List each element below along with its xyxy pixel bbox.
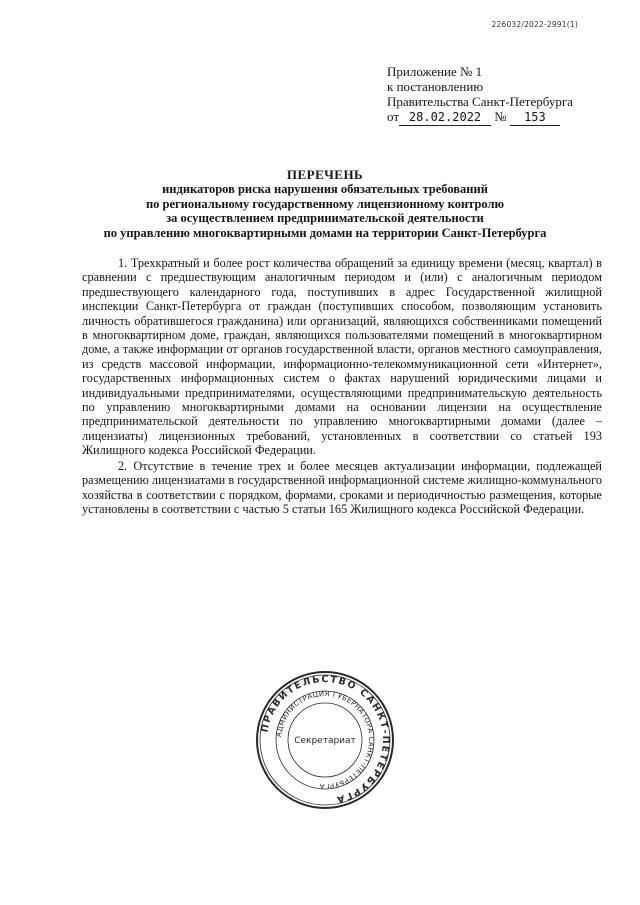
stamp-inner-text: АДМИНИСТРАЦИЯ ГУБЕРНАТОРА САНКТ-ПЕТЕРБУРГА	[275, 689, 376, 791]
title-line-2: по региональному государственному лицензионному контролю	[145, 196, 505, 211]
title-line-1: индикаторов риска нарушения обязательных требований	[162, 182, 488, 197]
appendix-line-2: к постановлению	[387, 79, 484, 94]
appendix-line-1: Приложение № 1	[387, 64, 483, 79]
number-prefix: №	[494, 109, 507, 124]
title-line-3: за осуществлением предпринимательской деятельности	[166, 211, 484, 226]
stamp-seal	[255, 670, 395, 810]
paragraph-1: 1. Трехкратный и более рост количества обращений за единицу времени (месяц, квартал) в сравнении с предшествующим аналогичным периодом и (или) с аналогичным периодом предшествующего календарного года, поступивших в адрес Государственной жилищной инспекции Санкт-Петербурга от граждан (поступивших способом, позволяющим установить личность обратившегося гражданина) или организаций, являющихся собственниками помещений в многоквартирном доме, граждан, являющихся пользователями помещений в многоквартирном доме, а также информации от органов государственной власти, органов местного самоуправления, из средств массовой информации, информационно-телекоммуникационной сети «Интернет», государственных информационных систем о фактах нарушений юридическими лицами и индивидуальными предпринимателями, осуществляющими предпринимательскую деятельность по управлению многоквартирными домами на основании лицензии на осуществление предпринимательской деятельности по управлению многоквартирными домами (далее – лицензиаты) лицензионных требований, установленных в соответствии со статьей 193 Жилищного кодекса Российской Федерации.	[82, 256, 602, 458]
stamp-outer-text: ПРАВИТЕЛЬСТВО САНКТ-ПЕТЕРБУРГА	[259, 673, 392, 806]
appendix-block	[387, 64, 607, 126]
document-id: 226032/2022-2991(1)	[491, 20, 578, 29]
document-title	[60, 168, 590, 240]
appendix-line-3: Правительства Санкт-Петербурга	[387, 94, 573, 109]
paragraph-2: 2. Отсутствие в течение трех и более месяцев актуализации информации, подлежащей размещению лицензиатами в государственной информационной системе жилищно-коммунального хозяйства в соответствии с порядком, формами, сроками и периодичностью размещения, которые установлены в соответствии с частью 5 статьи 165 Жилищного кодекса Российской Федерации.	[82, 458, 602, 516]
appendix-date-line	[387, 109, 607, 126]
stamp-center-text: Секретариат	[294, 736, 356, 746]
official-stamp	[255, 670, 395, 810]
title-heading: ПЕРЕЧЕНЬ	[286, 167, 364, 182]
resolution-number: 153	[510, 110, 560, 126]
title-line-4: по управлению многоквартирными домами на территории Санкт-Петербурга	[103, 225, 547, 240]
date-prefix: от	[387, 109, 400, 124]
resolution-date: 28.02.2022	[399, 110, 491, 126]
document-body	[82, 256, 602, 517]
